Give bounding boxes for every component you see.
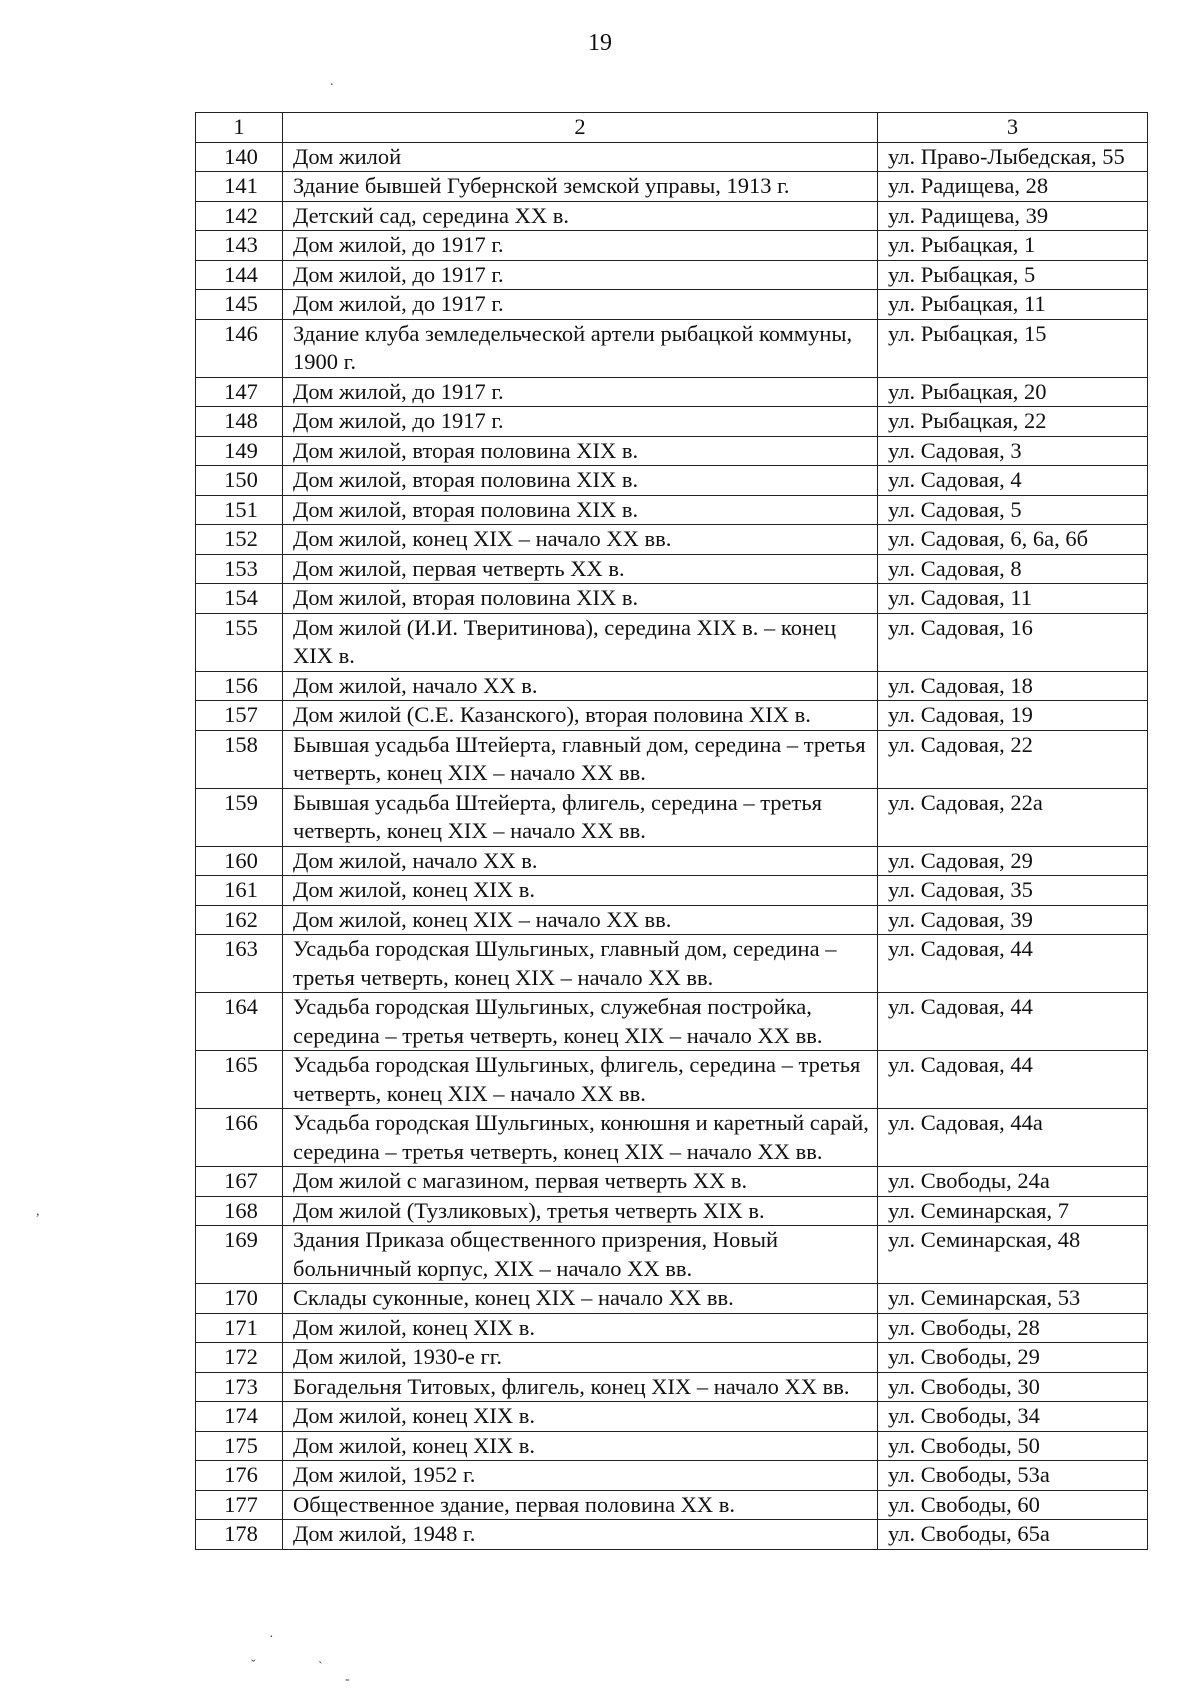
table-row xyxy=(196,172,1148,202)
object-name: Усадьба городская Шульгиных, служебная постройка, середина – третья четверть, конец XIX – начало XX вв. xyxy=(283,993,878,1051)
object-name: Дом жилой, 1952 г. xyxy=(283,1461,878,1491)
table-row xyxy=(196,495,1148,525)
row-number: 177 xyxy=(196,1490,283,1520)
object-name: Дом жилой xyxy=(283,142,878,172)
object-name: Дом жилой, до 1917 г. xyxy=(283,407,878,437)
scan-speck: ˇ xyxy=(251,1658,256,1673)
object-name: Дом жилой, конец XIX – начало XX вв. xyxy=(283,525,878,555)
object-address: ул. Рыбацкая, 1 xyxy=(878,231,1148,261)
table-row xyxy=(196,905,1148,935)
object-name: Богадельня Титовых, флигель, конец XIX – начало XX вв. xyxy=(283,1372,878,1402)
table-row xyxy=(196,1372,1148,1402)
object-name: Здания Приказа общественного призрения, Новый больничный корпус, XIX – начало XX вв. xyxy=(283,1226,878,1284)
object-name: Дом жилой, начало XX в. xyxy=(283,671,878,701)
scan-speck: . xyxy=(330,74,334,89)
row-number: 150 xyxy=(196,466,283,496)
object-name: Дом жилой, первая четверть XX в. xyxy=(283,554,878,584)
row-number: 140 xyxy=(196,142,283,172)
object-address: ул. Рыбацкая, 15 xyxy=(878,319,1148,377)
row-number: 153 xyxy=(196,554,283,584)
table-row xyxy=(196,290,1148,320)
object-name: Дом жилой, 1948 г. xyxy=(283,1520,878,1550)
page-number: 19 xyxy=(588,30,612,56)
object-address: ул. Садовая, 3 xyxy=(878,436,1148,466)
table-row xyxy=(196,1431,1148,1461)
object-name: Детский сад, середина XX в. xyxy=(283,201,878,231)
object-name: Дом жилой, до 1917 г. xyxy=(283,231,878,261)
row-number: 145 xyxy=(196,290,283,320)
object-name: Дом жилой (С.Е. Казанского), вторая половина XIX в. xyxy=(283,701,878,731)
row-number: 146 xyxy=(196,319,283,377)
object-name: Общественное здание, первая половина XX в. xyxy=(283,1490,878,1520)
row-number: 151 xyxy=(196,495,283,525)
table-row xyxy=(196,231,1148,261)
table-row xyxy=(196,1284,1148,1314)
table-row xyxy=(196,1490,1148,1520)
object-address: ул. Свободы, 65а xyxy=(878,1520,1148,1550)
object-name: Дом жилой, конец XIX в. xyxy=(283,1313,878,1343)
table-row xyxy=(196,935,1148,993)
object-name: Дом жилой, вторая половина XIX в. xyxy=(283,436,878,466)
table-row xyxy=(196,554,1148,584)
table-header-row xyxy=(196,113,1148,143)
row-number: 164 xyxy=(196,993,283,1051)
object-address: ул. Свободы, 53а xyxy=(878,1461,1148,1491)
object-name: Бывшая усадьба Штейерта, флигель, середина – третья четверть, конец XIX – начало XX вв. xyxy=(283,788,878,846)
scan-speck: ˋ xyxy=(318,1660,323,1675)
table-row xyxy=(196,730,1148,788)
object-name: Бывшая усадьба Штейерта, главный дом, середина – третья четверть, конец XIX – начало XX вв. xyxy=(283,730,878,788)
object-name: Усадьба городская Шульгиных, конюшня и каретный сарай, середина – третья четверть, конец XIX – начало XX вв. xyxy=(283,1109,878,1167)
object-address: ул. Радищева, 39 xyxy=(878,201,1148,231)
object-address: ул. Садовая, 8 xyxy=(878,554,1148,584)
object-address: ул. Садовая, 35 xyxy=(878,876,1148,906)
row-number: 154 xyxy=(196,584,283,614)
table-row xyxy=(196,142,1148,172)
table-row xyxy=(196,584,1148,614)
object-address: ул. Садовая, 5 xyxy=(878,495,1148,525)
table-row xyxy=(196,260,1148,290)
column-header-number: 1 xyxy=(196,113,283,143)
row-number: 166 xyxy=(196,1109,283,1167)
table-row xyxy=(196,1167,1148,1197)
object-address: ул. Свободы, 50 xyxy=(878,1431,1148,1461)
table-row xyxy=(196,1313,1148,1343)
object-address: ул. Садовая, 4 xyxy=(878,466,1148,496)
table-row xyxy=(196,436,1148,466)
object-address: ул. Садовая, 11 xyxy=(878,584,1148,614)
table-row xyxy=(196,876,1148,906)
scan-speck: , xyxy=(36,1204,40,1219)
row-number: 155 xyxy=(196,613,283,671)
object-address: ул. Садовая, 6, 6а, 6б xyxy=(878,525,1148,555)
row-number: 141 xyxy=(196,172,283,202)
row-number: 168 xyxy=(196,1196,283,1226)
object-name: Дом жилой, до 1917 г. xyxy=(283,260,878,290)
object-name: Усадьба городская Шульгиных, флигель, середина – третья четверть, конец XIX – начало XX вв. xyxy=(283,1051,878,1109)
table-row xyxy=(196,466,1148,496)
table-row xyxy=(196,1196,1148,1226)
table-row xyxy=(196,407,1148,437)
object-name: Дом жилой, конец XIX в. xyxy=(283,876,878,906)
row-number: 143 xyxy=(196,231,283,261)
object-name: Дом жилой, до 1917 г. xyxy=(283,290,878,320)
object-name: Дом жилой, вторая половина XIX в. xyxy=(283,495,878,525)
table-row xyxy=(196,525,1148,555)
table-row xyxy=(196,1226,1148,1284)
row-number: 160 xyxy=(196,846,283,876)
object-name: Дом жилой с магазином, первая четверть XX в. xyxy=(283,1167,878,1197)
row-number: 148 xyxy=(196,407,283,437)
row-number: 176 xyxy=(196,1461,283,1491)
table-row xyxy=(196,701,1148,731)
row-number: 144 xyxy=(196,260,283,290)
object-name: Дом жилой, конец XIX в. xyxy=(283,1402,878,1432)
object-name: Дом жилой, начало XX в. xyxy=(283,846,878,876)
object-name: Дом жилой, конец XIX в. xyxy=(283,1431,878,1461)
row-number: 173 xyxy=(196,1372,283,1402)
table-row xyxy=(196,1520,1148,1550)
object-address: ул. Садовая, 29 xyxy=(878,846,1148,876)
table-row xyxy=(196,993,1148,1051)
object-name: Здание бывшей Губернской земской управы, 1913 г. xyxy=(283,172,878,202)
row-number: 142 xyxy=(196,201,283,231)
row-number: 175 xyxy=(196,1431,283,1461)
object-address: ул. Свободы, 34 xyxy=(878,1402,1148,1432)
table-row xyxy=(196,1461,1148,1491)
object-address: ул. Свободы, 30 xyxy=(878,1372,1148,1402)
object-address: ул. Рыбацкая, 20 xyxy=(878,377,1148,407)
scan-speck: · xyxy=(269,1630,274,1645)
row-number: 161 xyxy=(196,876,283,906)
object-name: Дом жилой (И.И. Тверитинова), середина XIX в. – конец XIX в. xyxy=(283,613,878,671)
object-address: ул. Садовая, 44 xyxy=(878,935,1148,993)
row-number: 171 xyxy=(196,1313,283,1343)
object-name: Дом жилой (Тузликовых), третья четверть XIX в. xyxy=(283,1196,878,1226)
object-address: ул. Садовая, 16 xyxy=(878,613,1148,671)
table-row xyxy=(196,1402,1148,1432)
row-number: 149 xyxy=(196,436,283,466)
heritage-objects-table xyxy=(195,112,1148,1550)
column-header-name: 2 xyxy=(283,113,878,143)
table-row xyxy=(196,1109,1148,1167)
table-row xyxy=(196,613,1148,671)
row-number: 167 xyxy=(196,1167,283,1197)
object-address: ул. Рыбацкая, 22 xyxy=(878,407,1148,437)
table-row xyxy=(196,1051,1148,1109)
row-number: 158 xyxy=(196,730,283,788)
object-address: ул. Свободы, 29 xyxy=(878,1343,1148,1373)
table-row xyxy=(196,846,1148,876)
object-address: ул. Право-Лыбедская, 55 xyxy=(878,142,1148,172)
table-body xyxy=(196,142,1148,1549)
object-address: ул. Садовая, 22а xyxy=(878,788,1148,846)
object-address: ул. Садовая, 44а xyxy=(878,1109,1148,1167)
table-row xyxy=(196,319,1148,377)
object-name: Дом жилой, конец XIX – начало XX вв. xyxy=(283,905,878,935)
object-name: Усадьба городская Шульгиных, главный дом, середина – третья четверть, конец XIX – начало XX вв. xyxy=(283,935,878,993)
row-number: 152 xyxy=(196,525,283,555)
object-address: ул. Рыбацкая, 5 xyxy=(878,260,1148,290)
table-row xyxy=(196,788,1148,846)
object-name: Дом жилой, 1930-е гг. xyxy=(283,1343,878,1373)
object-address: ул. Садовая, 22 xyxy=(878,730,1148,788)
row-number: 156 xyxy=(196,671,283,701)
object-name: Дом жилой, вторая половина XIX в. xyxy=(283,584,878,614)
row-number: 163 xyxy=(196,935,283,993)
scan-speck: - xyxy=(345,1672,350,1687)
row-number: 162 xyxy=(196,905,283,935)
row-number: 169 xyxy=(196,1226,283,1284)
object-address: ул. Садовая, 44 xyxy=(878,993,1148,1051)
row-number: 147 xyxy=(196,377,283,407)
row-number: 157 xyxy=(196,701,283,731)
row-number: 165 xyxy=(196,1051,283,1109)
row-number: 178 xyxy=(196,1520,283,1550)
object-address: ул. Семинарская, 48 xyxy=(878,1226,1148,1284)
object-address: ул. Садовая, 18 xyxy=(878,671,1148,701)
table-row xyxy=(196,671,1148,701)
object-address: ул. Садовая, 44 xyxy=(878,1051,1148,1109)
object-name: Дом жилой, вторая половина XIX в. xyxy=(283,466,878,496)
column-header-address: 3 xyxy=(878,113,1148,143)
row-number: 159 xyxy=(196,788,283,846)
object-name: Здание клуба земледельческой артели рыбацкой коммуны, 1900 г. xyxy=(283,319,878,377)
table-row xyxy=(196,201,1148,231)
row-number: 170 xyxy=(196,1284,283,1314)
object-name: Склады суконные, конец XIX – начало XX вв. xyxy=(283,1284,878,1314)
object-address: ул. Радищева, 28 xyxy=(878,172,1148,202)
row-number: 174 xyxy=(196,1402,283,1432)
table-row xyxy=(196,1343,1148,1373)
object-address: ул. Свободы, 60 xyxy=(878,1490,1148,1520)
object-address: ул. Свободы, 24а xyxy=(878,1167,1148,1197)
object-address: ул. Семинарская, 53 xyxy=(878,1284,1148,1314)
object-address: ул. Рыбацкая, 11 xyxy=(878,290,1148,320)
object-address: ул. Садовая, 39 xyxy=(878,905,1148,935)
object-address: ул. Свободы, 28 xyxy=(878,1313,1148,1343)
object-address: ул. Садовая, 19 xyxy=(878,701,1148,731)
row-number: 172 xyxy=(196,1343,283,1373)
table-row xyxy=(196,377,1148,407)
object-name: Дом жилой, до 1917 г. xyxy=(283,377,878,407)
object-address: ул. Семинарская, 7 xyxy=(878,1196,1148,1226)
